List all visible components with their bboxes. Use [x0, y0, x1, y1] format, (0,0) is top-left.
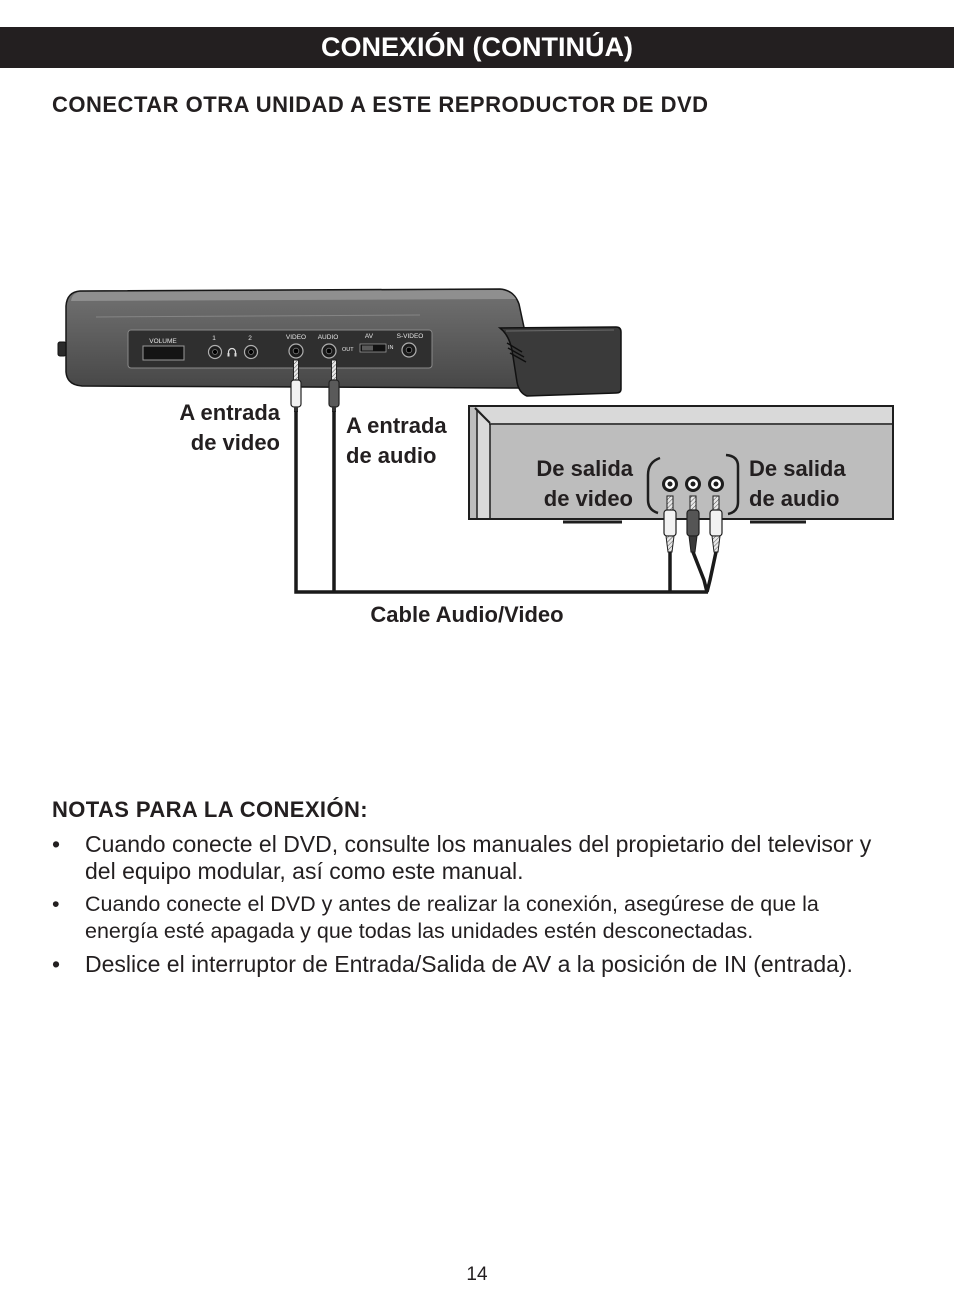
notes-list	[52, 831, 890, 984]
bullet-marker: •	[52, 892, 60, 916]
plug-tip	[332, 360, 337, 380]
section-heading: CONECTAR OTRA UNIDAD A ESTE REPRODUCTOR DE DVD	[52, 92, 709, 117]
jack-hole	[668, 482, 673, 487]
plug-tip	[713, 496, 719, 510]
audio-out-cable-left	[693, 552, 707, 592]
plug-body	[329, 380, 339, 407]
note-item	[52, 951, 890, 978]
av-in-label: IN	[388, 345, 394, 351]
audio-jack-label: AUDIO	[317, 334, 339, 341]
note-text: Cuando conecte el DVD y antes de realizar la conexión, asegúrese de que la energía esté apagada y que todas las unidades estén desconectadas.	[85, 892, 819, 943]
notes-heading: NOTAS PARA LA CONEXIÓN:	[52, 797, 368, 822]
av-out-label: OUT	[342, 347, 354, 353]
video-jack	[289, 344, 303, 358]
video-out-label-line-2: de video	[543, 486, 633, 511]
jack-1-label: 1	[212, 335, 216, 342]
audio-out-label-line-2: de audio	[749, 486, 840, 511]
audio-out-jack-right	[708, 476, 724, 492]
video-out-jack	[662, 476, 678, 492]
s-video-jack	[402, 343, 416, 357]
s-video-jack-label: S-VIDEO	[396, 333, 424, 340]
note-item	[52, 831, 890, 885]
plug-tip	[690, 496, 696, 510]
plug-body	[291, 380, 301, 407]
jack-hole	[293, 348, 299, 354]
audio-out-jack-left	[685, 476, 701, 492]
note-item	[52, 891, 890, 945]
page-number: 14	[466, 1264, 488, 1285]
video-jack-label: VIDEO	[285, 334, 307, 341]
audio-in-label-line-2: de audio	[346, 443, 437, 468]
plug-tip	[667, 496, 673, 510]
headphone-jack-1	[209, 346, 222, 359]
player-screen	[500, 327, 621, 396]
jack-hole	[714, 482, 719, 487]
plug-tail	[712, 536, 720, 552]
headphone-ear-left	[228, 353, 230, 357]
jack-hole	[326, 348, 332, 354]
plug-body	[710, 510, 722, 536]
unit-side-band	[477, 411, 490, 518]
note-text: Cuando conecte el DVD, consulte los manuales del propietario del televisor y del equipo modular, así como este manual.	[85, 831, 872, 884]
note-text: Deslice el interruptor de Entrada/Salida de AV a la posición de IN (entrada).	[85, 951, 853, 977]
plug-tail	[689, 536, 697, 552]
cable-label: Cable Audio/Video	[370, 602, 564, 627]
connection-diagram	[0, 280, 954, 640]
jack-hole	[406, 347, 412, 353]
bullet-marker: •	[52, 951, 61, 977]
headphone-ear-right	[235, 353, 237, 357]
video-in-label-line-2: de video	[190, 430, 280, 455]
volume-label: VOLUME	[149, 338, 177, 345]
header-bar	[0, 27, 954, 68]
av-switch-knob	[362, 346, 373, 351]
portable-dvd-player	[58, 289, 621, 396]
jack-2-label: 2	[248, 335, 252, 342]
jack-hole	[249, 350, 254, 355]
side-button	[58, 342, 66, 356]
page-title: CONEXIÓN (CONTINÚA)	[321, 32, 633, 62]
video-out-label-line-1: De salida	[536, 456, 633, 481]
av-switch-label: AV	[364, 333, 374, 340]
plug-body	[687, 510, 699, 536]
video-in-label-line-1: A entrada	[179, 400, 280, 425]
jack-hole	[213, 350, 218, 355]
plug-tail	[666, 536, 674, 552]
audio-in-label-line-1: A entrada	[346, 413, 447, 438]
audio-jack	[322, 344, 336, 358]
jack-hole	[691, 482, 696, 487]
unit-top-band	[477, 407, 892, 423]
headphone-jack-2	[245, 346, 258, 359]
plug-tip	[294, 360, 299, 380]
bullet-marker: •	[52, 831, 61, 857]
volume-slider	[143, 346, 184, 360]
audio-out-label-line-1: De salida	[749, 456, 846, 481]
plug-body	[664, 510, 676, 536]
audio-out-cable-right	[707, 552, 716, 592]
